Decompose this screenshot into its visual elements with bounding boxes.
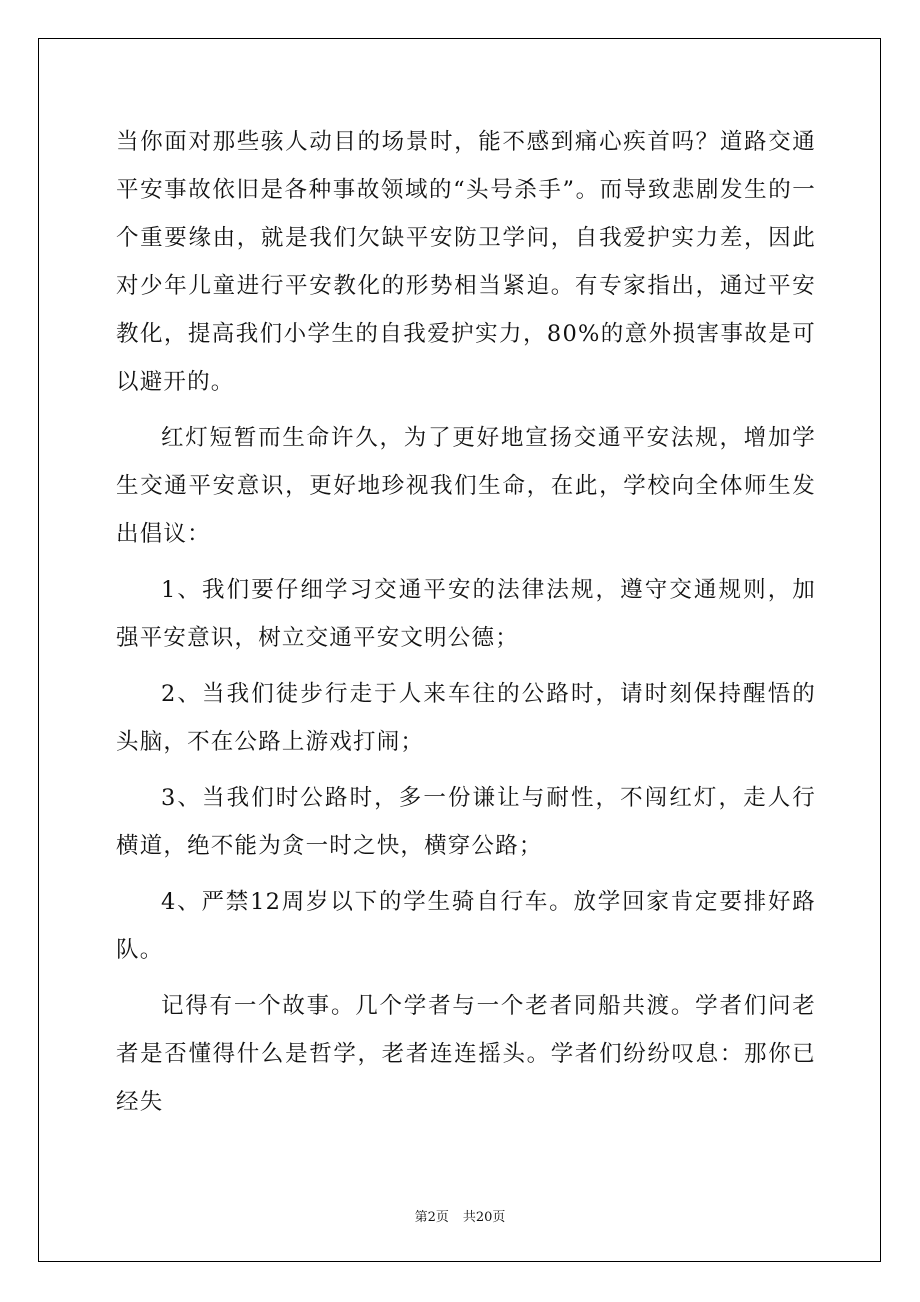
paragraph-1: 当你面对那些骇人动目的场景时，能不感到痛心疾首吗？道路交通平安事故依旧是各种事故领域的“头号杀手”。而导致悲剧发生的一个重要缘由，就是我们欠缺平安防卫学问，自我爱护实力差，因此对少年儿童进行平安教化的形势相当紧迫。有专家指出，通过平安教化，提高我们小学生的自我爱护实力，80%的意外损害事故是可以避开的。 xyxy=(116,129,816,395)
document-body xyxy=(116,118,816,1134)
paragraph-7: 记得有一个故事。几个学者与一个老者同船共渡。学者们问老者是否懂得什么是哲学，老者连连摇头。学者们纷纷叹息：那你已经失 xyxy=(116,993,816,1115)
paragraph-3: 1、我们要仔细学习交通平安的法律法规，遵守交通规则，加强平安意识，树立交通平安文明公德； xyxy=(116,577,816,651)
page-total: 共20页 xyxy=(462,1210,506,1225)
page-footer xyxy=(0,1206,920,1225)
paragraph-2: 红灯短暂而生命许久，为了更好地宣扬交通平安法规，增加学生交通平安意识，更好地珍视我们生命，在此，学校向全体师生发出倡议： xyxy=(116,425,816,547)
paragraph-5: 3、当我们时公路时，多一份谦让与耐性，不闯红灯，走人行横道，绝不能为贪一时之快，横穿公路； xyxy=(116,785,816,859)
paragraph-6: 4、严禁12周岁以下的学生骑自行车。放学回家肯定要排好路队。 xyxy=(116,889,816,963)
paragraph-4: 2、当我们徒步行走于人来车往的公路时，请时刻保持醒悟的头脑，不在公路上游戏打闹； xyxy=(116,681,816,755)
page-number: 第2页 xyxy=(414,1210,449,1225)
